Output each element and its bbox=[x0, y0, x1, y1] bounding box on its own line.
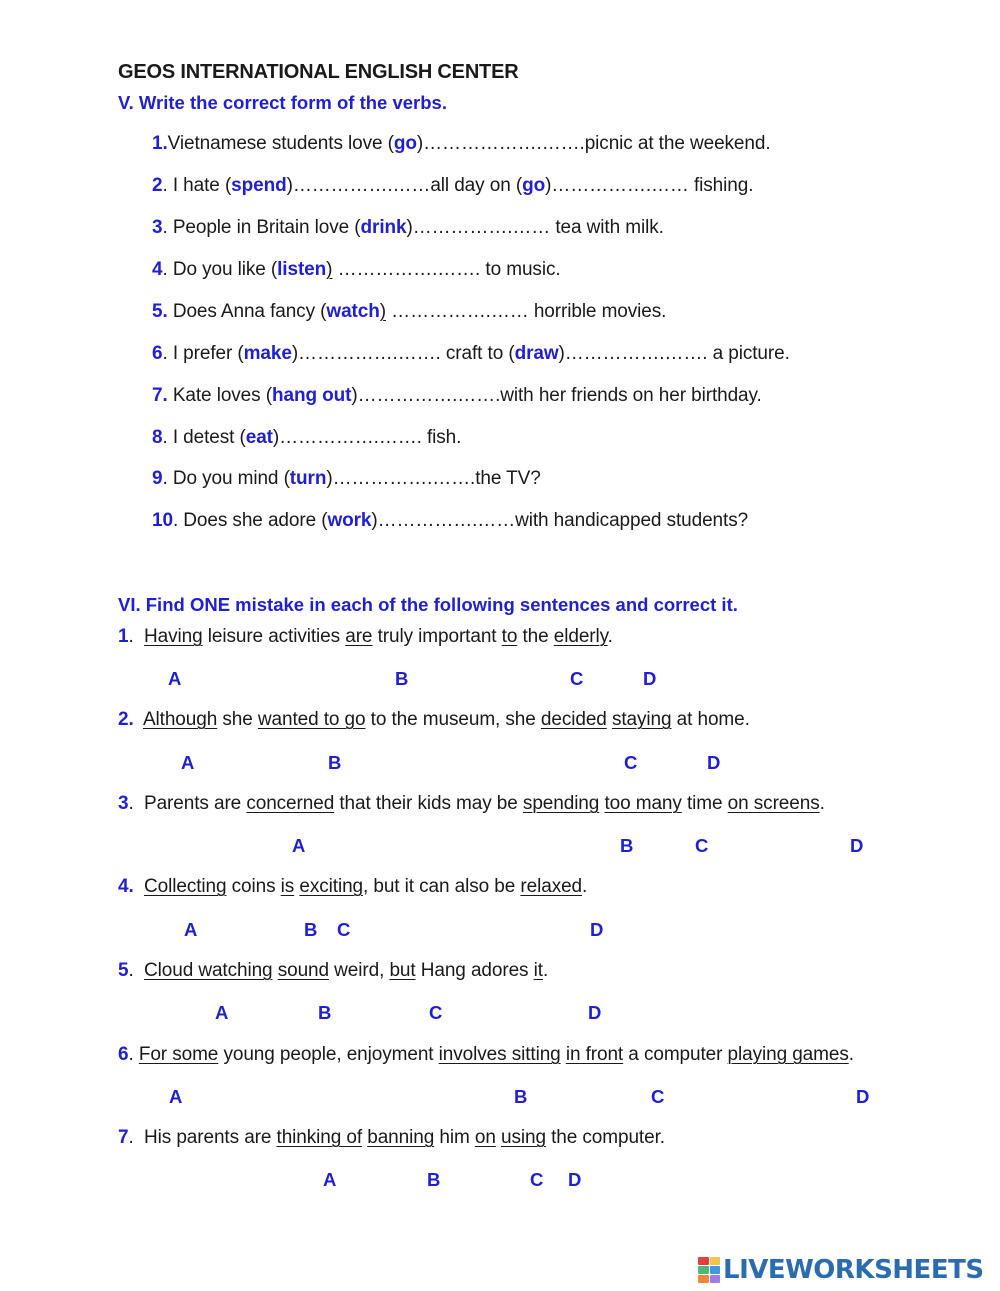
page-title: GEOS INTERNATIONAL ENGLISH CENTER bbox=[118, 61, 519, 83]
verb-item-7: 7. Kate loves (hang out)…………….…….with her friends on her birthday. bbox=[152, 385, 762, 406]
answer-blank[interactable]: )…………….…… fishing. bbox=[545, 175, 754, 196]
mistake-sentence-5: 5. Cloud watching sound weird, but Hang adores it. bbox=[118, 960, 549, 981]
answer-blank[interactable]: )……………….…….picnic at the weekend. bbox=[416, 133, 771, 154]
verb-item-2: 2. I hate (spend)…………….……all day on (go)…………….…… fishing. bbox=[152, 175, 754, 196]
answer-blank[interactable]: )…………….……. fish. bbox=[272, 427, 462, 448]
option-c[interactable]: C bbox=[651, 1086, 665, 1107]
mistake-sentence-1: 1. Having leisure activities are truly important to the elderly. bbox=[118, 626, 613, 647]
option-c[interactable]: C bbox=[695, 835, 709, 856]
verb-word: go bbox=[522, 175, 546, 196]
option-b[interactable]: B bbox=[427, 1169, 441, 1190]
verb-item-3: 3. People in Britain love (drink)…………….…… tea with milk. bbox=[152, 217, 664, 238]
option-d[interactable]: D bbox=[588, 1002, 602, 1023]
option-b[interactable]: B bbox=[514, 1086, 528, 1107]
item-number: 7. bbox=[152, 385, 168, 406]
brand-name: LIVEWORKSHEETS bbox=[723, 1255, 984, 1285]
verb-word: hang out bbox=[271, 385, 352, 406]
answer-blank[interactable]: )…………….…… tea with milk. bbox=[406, 217, 664, 238]
option-c[interactable]: C bbox=[624, 752, 638, 773]
item-number: 9 bbox=[152, 468, 163, 489]
verb-word: listen bbox=[277, 259, 327, 280]
option-b[interactable]: B bbox=[395, 668, 409, 689]
item-number: 3 bbox=[152, 217, 163, 238]
mistake-sentence-2: 2. Although she wanted to go to the museum, she decided staying at home. bbox=[118, 709, 750, 730]
item-number: 1. bbox=[152, 133, 168, 154]
option-b[interactable]: B bbox=[328, 752, 342, 773]
verb-word: make bbox=[243, 343, 292, 364]
verb-word: work bbox=[327, 510, 372, 531]
section-v-heading: V. Write the correct form of the verbs. bbox=[118, 92, 447, 113]
verb-word: watch bbox=[326, 301, 380, 322]
option-d[interactable]: D bbox=[856, 1086, 870, 1107]
answer-blank[interactable]: )…………….……with handicapped students? bbox=[371, 510, 749, 531]
item-number: 5. bbox=[152, 301, 168, 322]
option-d[interactable]: D bbox=[643, 668, 657, 689]
option-d[interactable]: D bbox=[568, 1169, 582, 1190]
liveworksheets-logo-icon bbox=[698, 1257, 720, 1283]
option-d[interactable]: D bbox=[850, 835, 864, 856]
verb-word: draw bbox=[514, 343, 559, 364]
answer-blank[interactable]: )…………….…….with her friends on her birthday. bbox=[351, 385, 762, 406]
option-a[interactable]: A bbox=[184, 919, 198, 940]
option-c[interactable]: C bbox=[337, 919, 351, 940]
option-b[interactable]: B bbox=[304, 919, 318, 940]
answer-blank[interactable]: )…………….…….the TV? bbox=[326, 468, 541, 489]
verb-word: turn bbox=[289, 468, 327, 489]
answer-blank[interactable]: )…………….……. craft to ( bbox=[291, 343, 515, 364]
verb-word: eat bbox=[245, 427, 273, 448]
mistake-sentence-6: 6. For some young people, enjoyment involves sitting in front a computer playing games. bbox=[118, 1044, 854, 1065]
option-d[interactable]: D bbox=[590, 919, 604, 940]
verb-item-9: 9. Do you mind (turn)…………….…….the TV? bbox=[152, 468, 541, 489]
answer-blank[interactable]: …………….…… horrible movies. bbox=[386, 301, 667, 322]
answer-blank[interactable]: )…………….……. a picture. bbox=[558, 343, 790, 364]
answer-blank[interactable]: …………….……. to music. bbox=[332, 259, 561, 280]
verb-item-4: 4. Do you like (listen) …………….……. to music. bbox=[152, 259, 561, 280]
verb-item-1: 1.Vietnamese students love (go)……………….…….picnic at the weekend. bbox=[152, 133, 771, 154]
option-b[interactable]: B bbox=[318, 1002, 332, 1023]
verb-word: spend bbox=[231, 175, 287, 196]
item-number: 2 bbox=[152, 175, 163, 196]
option-c[interactable]: C bbox=[429, 1002, 443, 1023]
verb-word: go bbox=[393, 133, 417, 154]
option-a[interactable]: A bbox=[323, 1169, 337, 1190]
option-d[interactable]: D bbox=[707, 752, 721, 773]
verb-word: drink bbox=[360, 217, 407, 238]
option-c[interactable]: C bbox=[570, 668, 584, 689]
option-a[interactable]: A bbox=[215, 1002, 229, 1023]
verb-item-5: 5. Does Anna fancy (watch) …………….…… horrible movies. bbox=[152, 301, 667, 322]
liveworksheets-logo bbox=[698, 1254, 984, 1286]
item-number: 6 bbox=[152, 343, 163, 364]
mistake-sentence-4: 4. Collecting coins is exciting, but it can also be relaxed. bbox=[118, 876, 588, 897]
verb-item-6: 6. I prefer (make)…………….……. craft to (draw)…………….……. a picture. bbox=[152, 343, 790, 364]
item-number: 10 bbox=[152, 510, 173, 531]
option-a[interactable]: A bbox=[169, 1086, 183, 1107]
verb-item-10: 10. Does she adore (work)…………….……with handicapped students? bbox=[152, 510, 749, 531]
option-a[interactable]: A bbox=[292, 835, 306, 856]
option-a[interactable]: A bbox=[181, 752, 195, 773]
option-a[interactable]: A bbox=[168, 668, 182, 689]
item-number: 8 bbox=[152, 427, 163, 448]
item-number: 4 bbox=[152, 259, 163, 280]
mistake-sentence-3: 3. Parents are concerned that their kids may be spending too many time on screens. bbox=[118, 793, 825, 814]
option-c[interactable]: C bbox=[530, 1169, 544, 1190]
option-b[interactable]: B bbox=[620, 835, 634, 856]
mistake-sentence-7: 7. His parents are thinking of banning him on using the computer. bbox=[118, 1127, 665, 1148]
section-vi-heading: VI. Find ONE mistake in each of the following sentences and correct it. bbox=[118, 594, 738, 615]
answer-blank[interactable]: )…………….……all day on ( bbox=[286, 175, 523, 196]
verb-item-8: 8. I detest (eat)…………….……. fish. bbox=[152, 427, 462, 448]
